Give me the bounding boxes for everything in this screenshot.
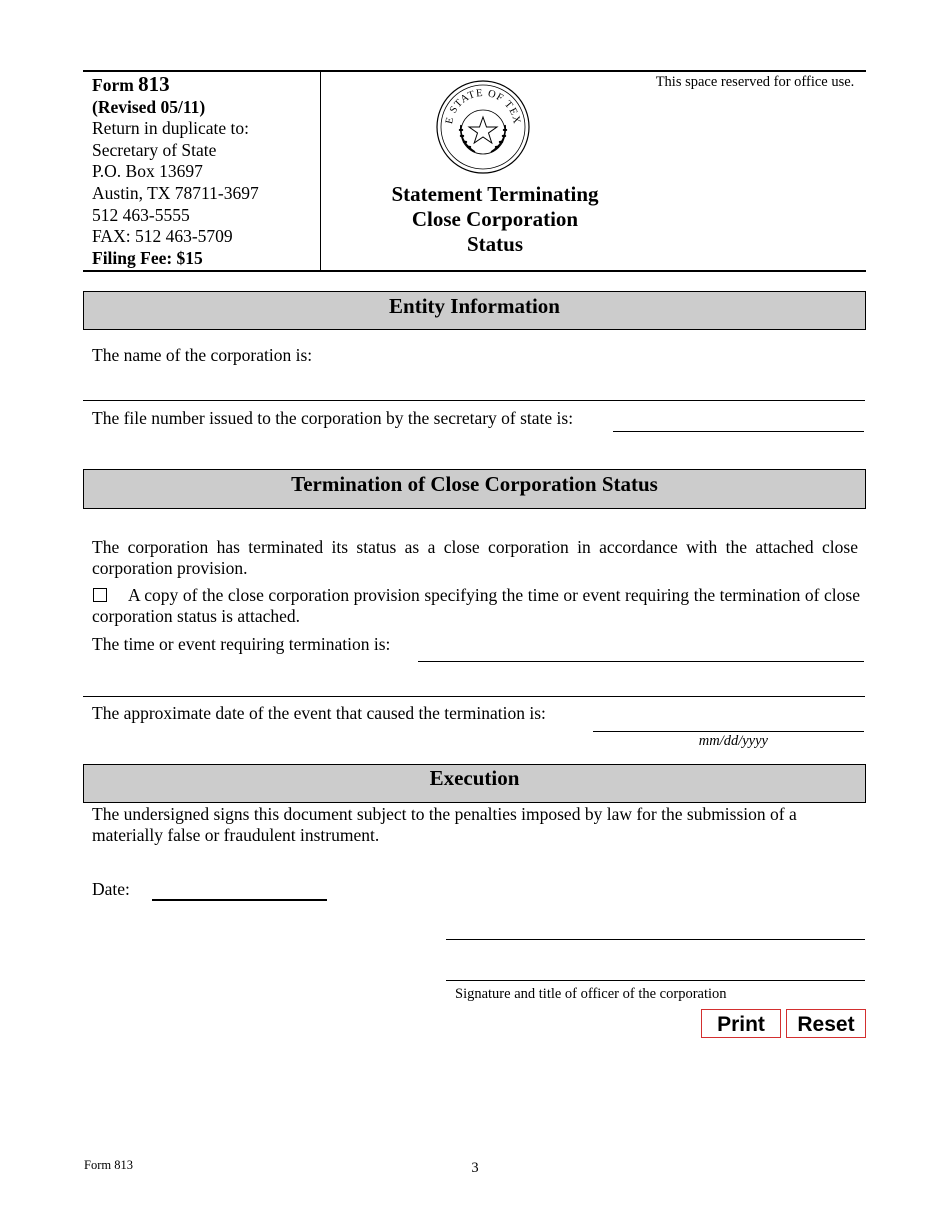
title-line: Status [466,232,524,256]
seal-text: E STATE OF TEX [444,87,523,126]
header-divider [320,71,321,271]
signature-title-field[interactable] [446,956,865,981]
time-event-field[interactable] [418,638,864,662]
event-date-field[interactable] [593,708,864,732]
title-line: Close Corporation [411,207,579,231]
title-line: Statement Terminating [391,182,599,206]
return-line: Return in duplicate to: [92,118,249,139]
execution-statement: The undersigned signs this document subject to the penalties imposed by law for the submission of a materially false or fraudulent instrument. [92,804,797,845]
reset-button[interactable]: Reset [786,1009,866,1038]
form-number-line [92,74,317,97]
print-button[interactable]: Print [701,1009,781,1038]
page-number: 3 [471,1160,479,1176]
return-line: Secretary of State [92,139,217,160]
return-line: P.O. Box 13697 [92,161,203,182]
footer-form-ref: Form 813 [84,1158,133,1172]
time-event-label: The time or event requiring termination is: [92,634,391,654]
header-bottom-rule [83,270,866,272]
signature-caption: Signature and title of officer of the corporation [455,986,727,1002]
revised-date: (Revised 05/11) [92,96,206,117]
filing-info [92,74,317,269]
section-entity-heading: Entity Information [83,291,866,330]
form-number: 813 [138,72,170,96]
file-number-label: The file number issued to the corporation by the secretary of state is: [92,408,574,428]
header-top-rule [83,70,866,72]
corporation-name-field[interactable] [83,376,865,401]
time-event-field-line2[interactable] [83,672,865,697]
return-line: Austin, TX 78711-3697 [92,182,259,203]
return-line: FAX: 512 463-5709 [92,226,233,247]
file-number-field[interactable] [613,408,864,432]
execution-date-label: Date: [92,879,130,899]
form-label: Form [92,75,134,95]
event-date-label: The approximate date of the event that caused the termination is: [92,703,546,723]
section-termination-heading: Termination of Close Corporation Status [83,469,866,509]
filing-fee: Filing Fee: $15 [92,247,203,268]
form-title [360,182,630,257]
section-execution-heading: Execution [83,764,866,803]
corporation-name-label: The name of the corporation is: [92,345,313,365]
copy-attached-label: A copy of the close corporation provision specifying the time or event requiring the termination of close corporation status is attached. [92,585,860,626]
signature-field[interactable] [446,915,865,940]
termination-statement: The corporation has terminated its status as a close corporation in accordance with the attached close corporation provision. [92,537,858,578]
execution-date-field[interactable] [152,876,327,901]
texas-seal-icon [433,80,533,174]
return-line: 512 463-5555 [92,204,190,225]
date-format-hint: mm/dd/yyyy [698,733,768,749]
office-use-note: This space reserved for office use. [655,74,855,90]
